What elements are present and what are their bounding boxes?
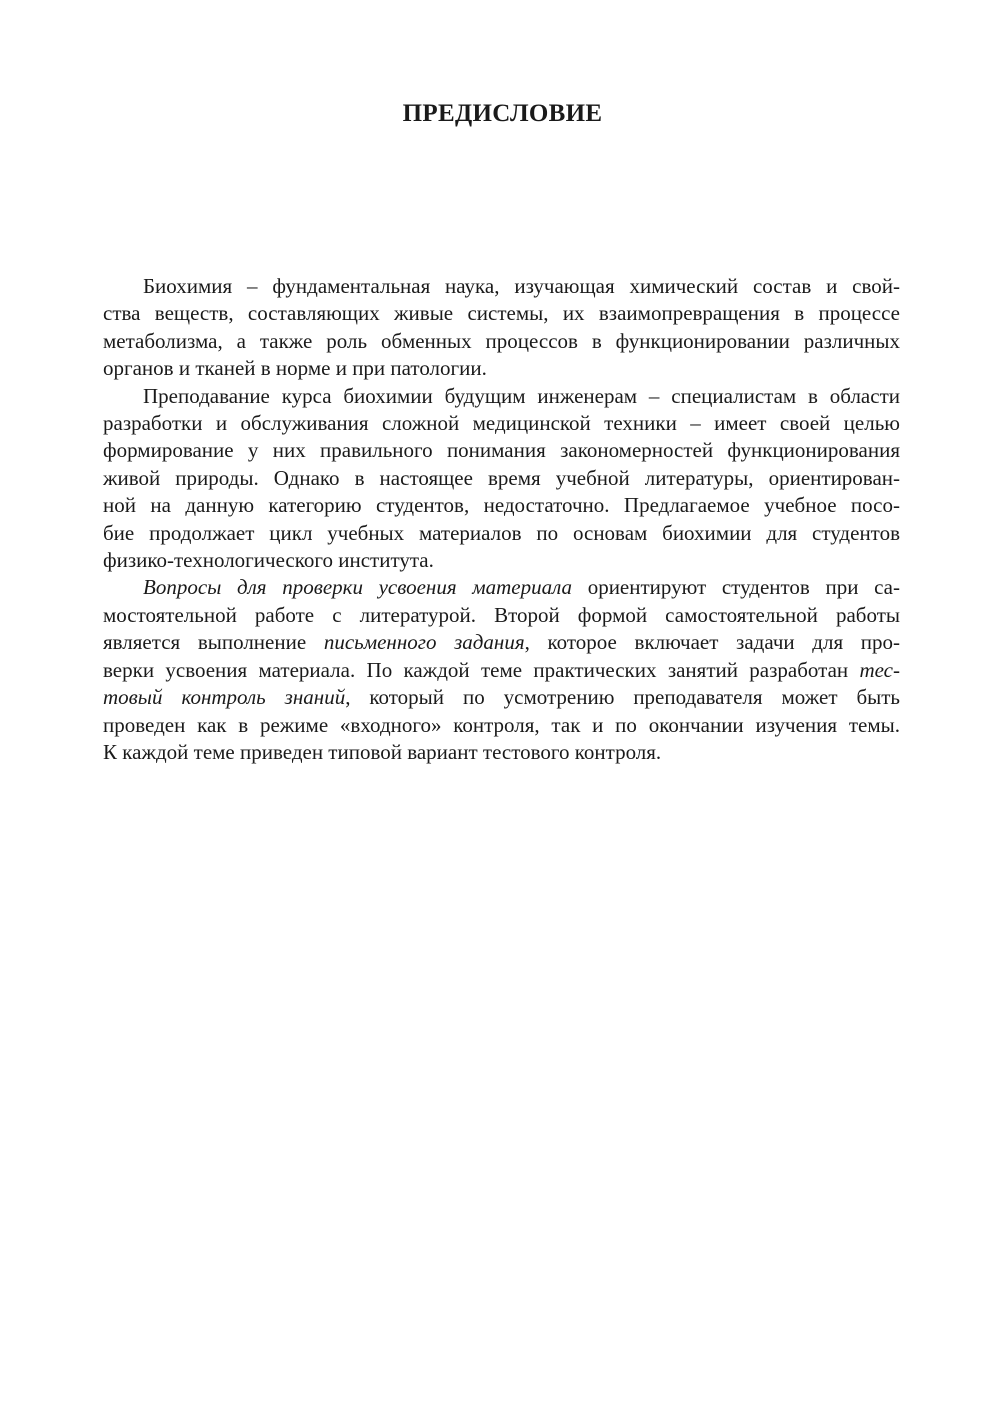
italic-term: Вопросы для проверки усвоения материала [143,575,573,600]
italic-term: письменного задания [323,630,525,655]
paragraph-line: ной на данную категорию студентов, недостаточно. Предлагаемое учебное посо- [103,493,900,518]
paragraph-line: К каждой теме приведен типовой вариант тестового контроля. [103,739,662,764]
text-run: ориентируют студентов при са- [572,575,900,600]
paragraph-line: Биохимия – фундаментальная наука, изучающая химический состав и свой- [143,274,900,298]
paragraph-line: живой природы. Однако в настоящее время учебной литературы, ориентирован- [103,465,900,490]
text-run: является выполнение [103,630,324,655]
paragraph-1 [103,273,900,383]
paragraph-line [103,684,900,711]
paragraph-2 [103,383,900,575]
paragraph-line: Преподавание курса биохимии будущим инженерам – специалистам в области [143,383,900,408]
paragraph-line [103,574,900,601]
paragraph-line: органов и тканей в норме и при патологии. [103,356,487,381]
paragraph-line: бие продолжает цикл учебных материалов по основам биохимии для студентов [103,520,900,545]
italic-term: товый контроль знаний [103,685,346,710]
paragraph-line: проведен как в режиме «входного» контроля, так и по окончании изучения темы. [103,712,900,737]
text-run: , который по усмотрению преподавателя может быть [345,685,900,710]
paragraph-line: метаболизма, а также роль обменных процессов в функционировании различных [103,328,900,353]
text-run: верки усвоения материала. По каждой теме практических занятий разработан [103,657,860,682]
paragraph-line: разработки и обслуживания сложной медицинской техники – имеет своей целью [103,411,900,436]
body-text [103,273,900,766]
page-title: ПРЕДИСЛОВИЕ [402,100,603,127]
text-run: , которое включает задачи для про- [524,630,901,655]
paragraph-line [103,657,900,684]
paragraph-line: ства веществ, составляющих живые системы, их взаимопревращения в процессе [103,301,900,326]
paragraph-line [103,629,900,656]
paragraph-line: мостоятельной работе с литературой. Второй формой самостоятельной работы [103,602,900,627]
paragraph-line: физико-технологического института. [103,548,434,573]
italic-term: тес- [859,657,900,682]
paragraph-3 [103,574,900,766]
paragraph-line: формирование у них правильного понимания закономерностей функционирования [103,438,900,463]
